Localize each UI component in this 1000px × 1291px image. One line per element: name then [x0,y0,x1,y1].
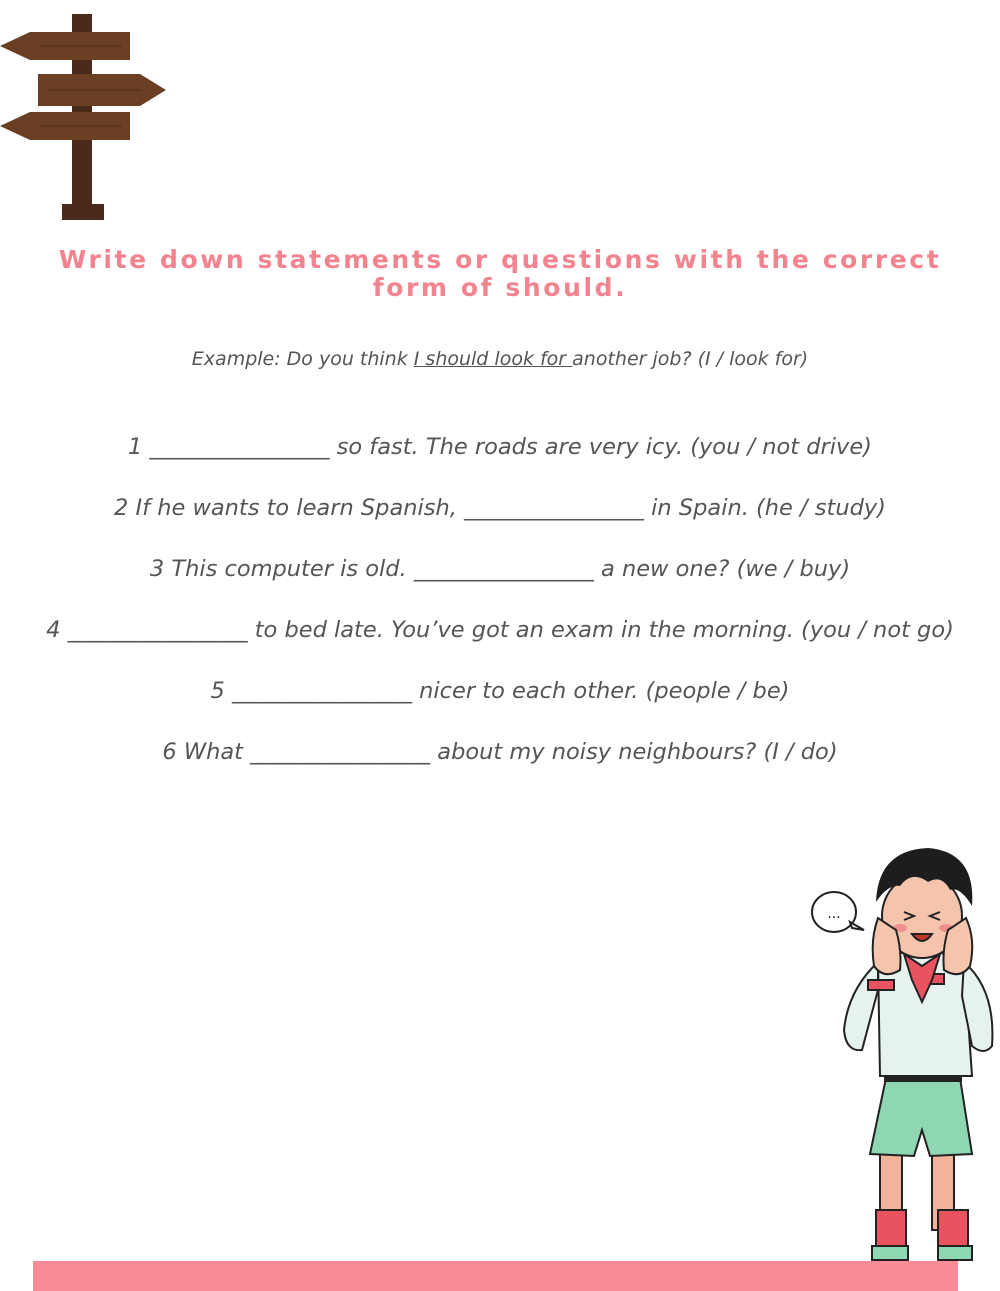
item-text-before: 6 What [162,739,251,765]
item-text-after: in Spain. (he / study) [644,495,886,521]
item-text-after: to bed late. You’ve got an exam in the morning. (you / not go) [247,617,954,643]
exercise-item-6 [30,737,970,768]
example-suffix: another job? (I / look for) [572,348,809,370]
example-sentence [0,346,1000,372]
speech-bubble-icon [812,892,864,932]
item-text-before: 3 This computer is old. [149,556,414,582]
item-text-before: 4 [46,617,68,643]
item-text-before: 5 [210,678,232,704]
answer-blank[interactable]: ________________ [413,556,594,582]
signpost-icon [0,12,170,222]
footer-bar [33,1261,958,1291]
exercise-item-2 [30,493,970,524]
answer-blank[interactable]: ________________ [232,678,412,704]
item-text-after: nicer to each other. (people / be) [412,678,790,704]
answer-blank[interactable]: ________________ [250,739,431,765]
item-text-after: about my noisy neighbours? (I / do) [430,739,838,765]
item-text-after: a new one? (we / buy) [593,556,851,582]
item-text-after: so fast. The roads are very icy. (you / not drive) [329,434,872,460]
exercise-list [30,432,970,798]
answer-blank[interactable]: ________________ [149,434,330,460]
speech-bubble-text: ... [827,906,841,922]
exercise-item-1 [30,432,970,463]
item-text-before: 2 If he wants to learn Spanish, [114,495,465,521]
example-answer: I should look for [413,348,573,370]
exercise-item-4 [30,615,970,646]
boy-illustration [800,830,1000,1270]
answer-blank[interactable]: ________________ [67,617,248,643]
exercise-item-3 [30,554,970,585]
example-prefix: Example: Do you think [191,348,414,370]
page-title: Write down statements or questions with the correct form of should. [58,245,942,302]
answer-blank[interactable]: ________________ [464,495,645,521]
exercise-item-5 [30,676,970,707]
item-text-before: 1 [128,434,150,460]
